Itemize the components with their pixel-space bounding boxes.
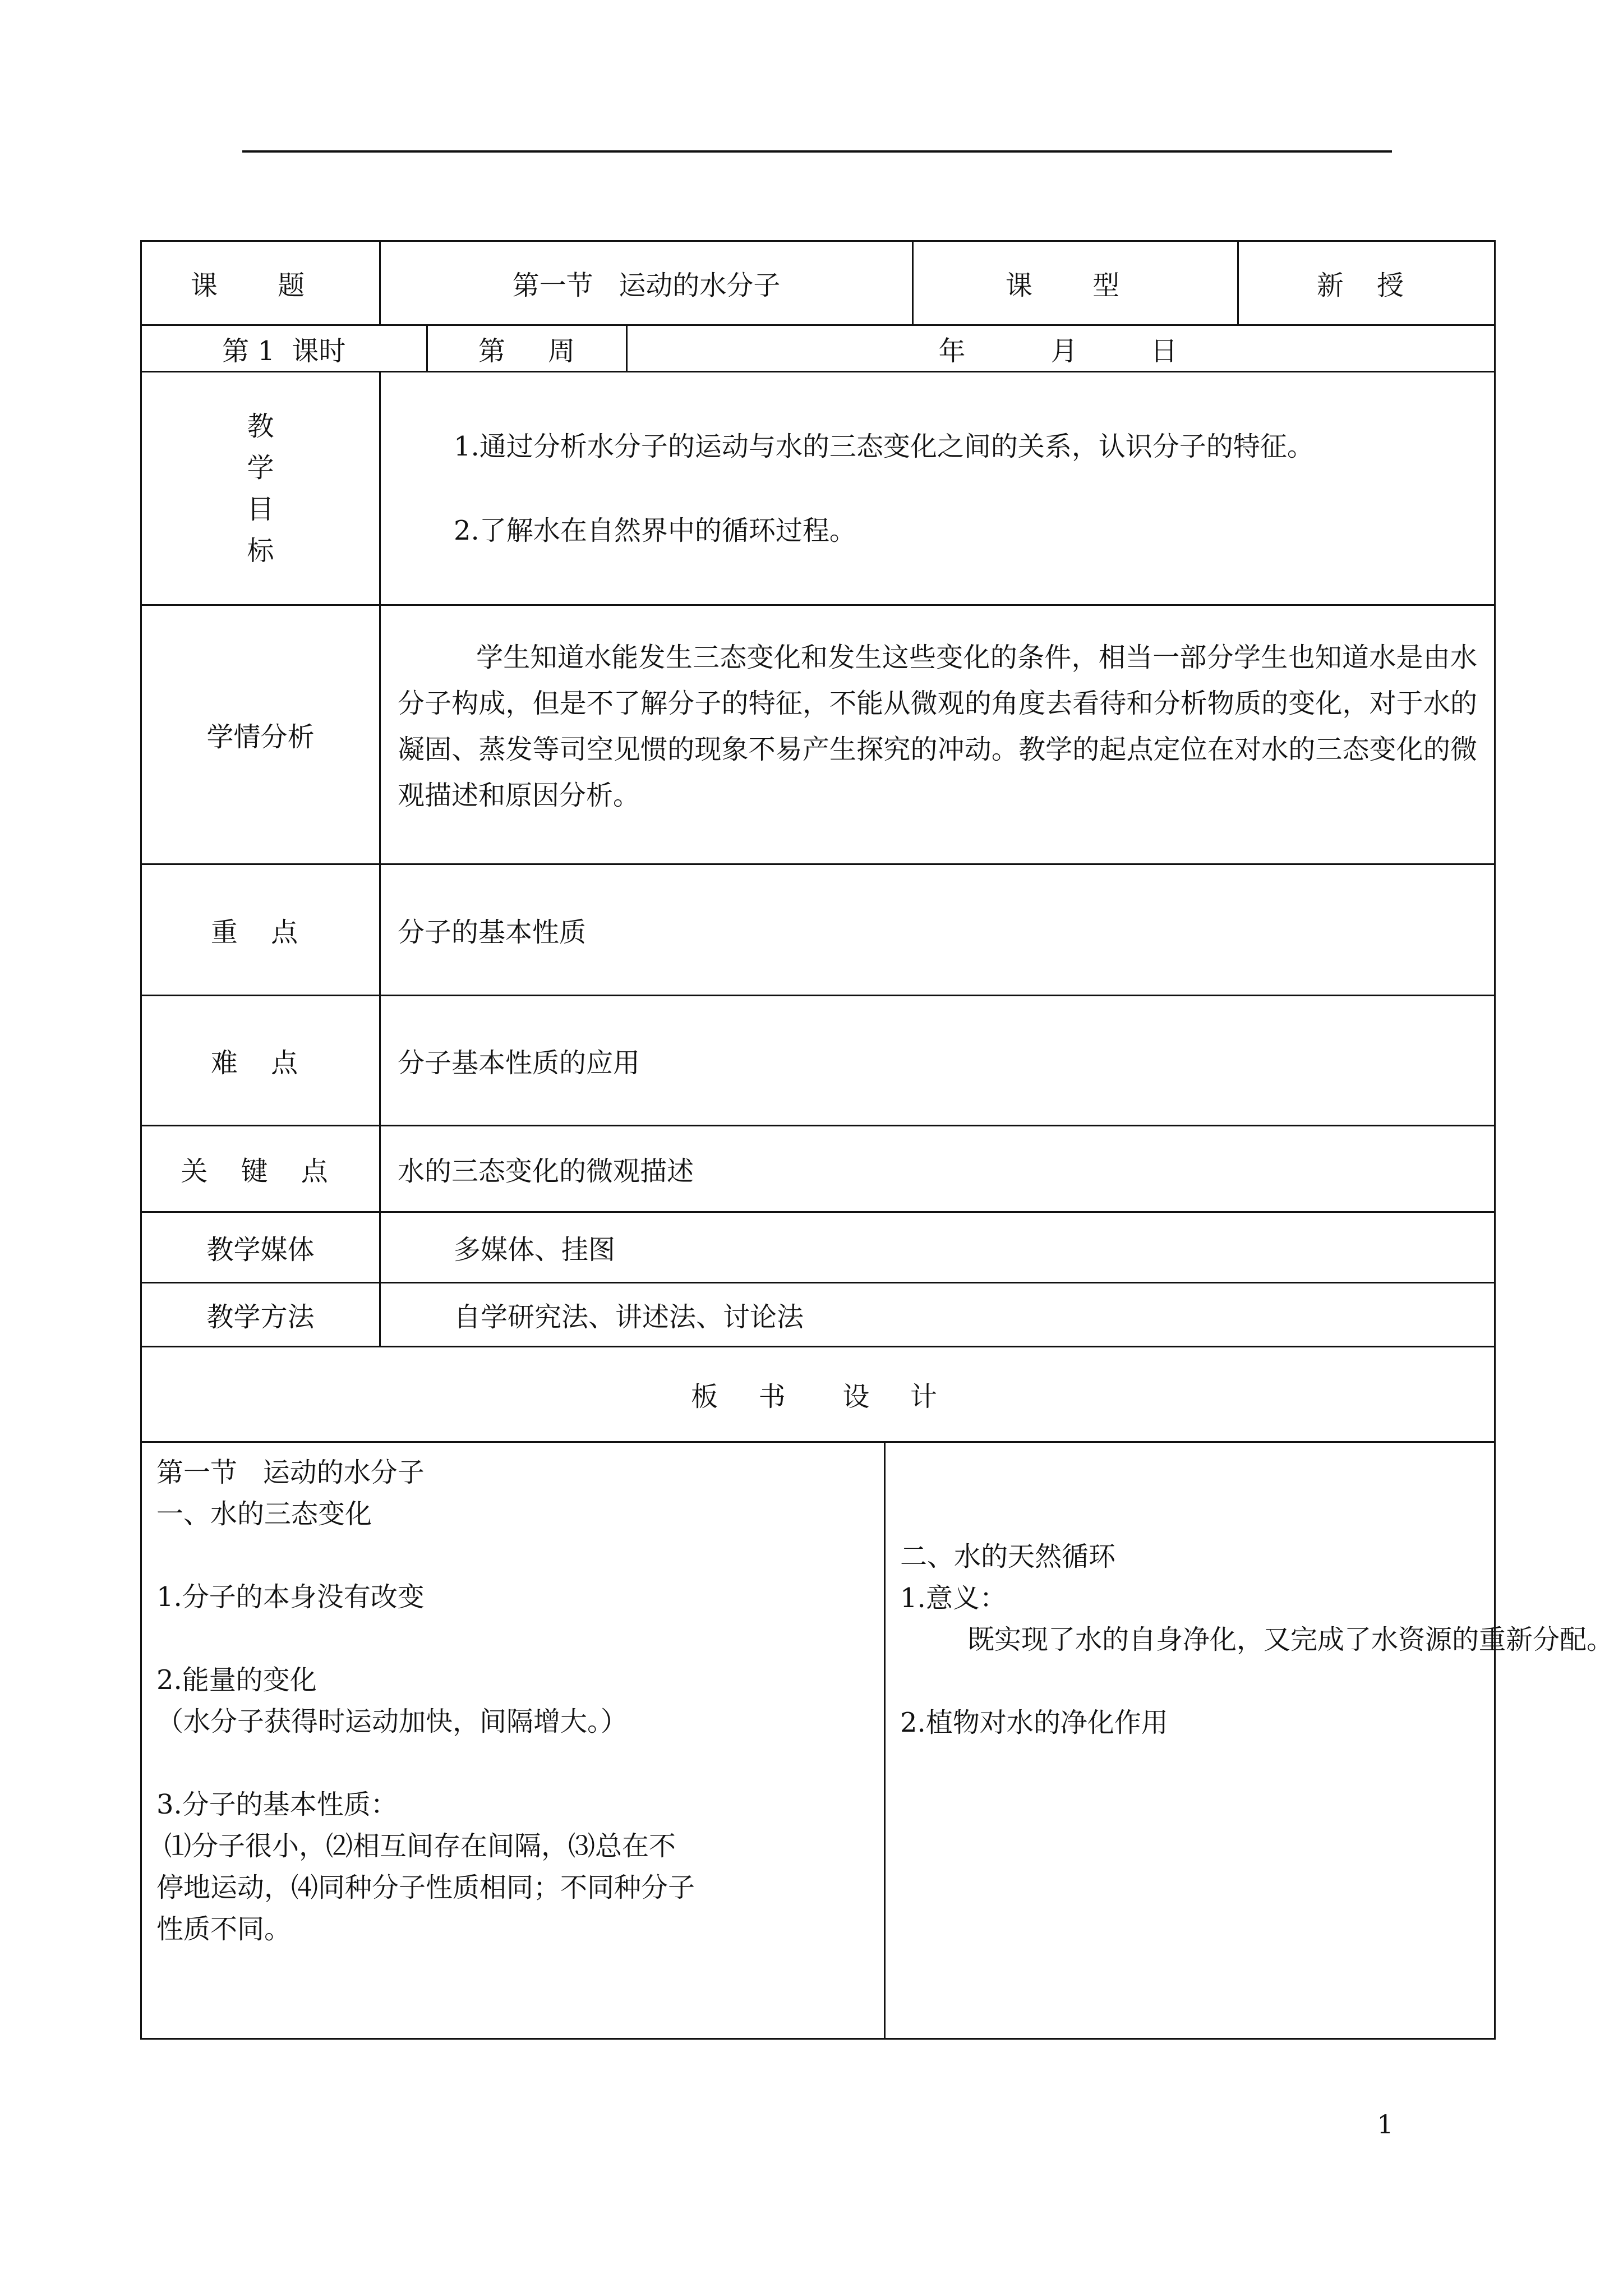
board-section-title: 二、水的天然循环 (900, 1541, 1116, 1572)
topic-row (141, 241, 1495, 325)
type-label: 课 型 (1005, 270, 1146, 301)
period-cell (141, 325, 1495, 372)
topic-value: 第一节 运动的水分子 (512, 270, 781, 301)
media-row (141, 1212, 1495, 1283)
objective-item: 1.通过分析水分子的运动与水的三态变化之间的关系，认识分子的特征。 (454, 430, 1314, 462)
type-value: 新 授 (1316, 270, 1417, 301)
period-subtable (142, 326, 1496, 371)
analysis-row (141, 605, 1495, 864)
critical-point-text: 水的三态变化的微观描述 (398, 1156, 694, 1187)
method-text: 自学研究法、讲述法、讨论法 (454, 1301, 804, 1333)
topic-label-cell (141, 241, 380, 325)
key-point-content (380, 864, 1495, 996)
board-title-cell (141, 1347, 1495, 1442)
critical-point-row (141, 1126, 1495, 1212)
media-label-cell (141, 1212, 380, 1283)
media-label: 教学媒体 (206, 1234, 315, 1266)
period-row (141, 325, 1495, 372)
method-label-cell (141, 1283, 380, 1347)
topic-label: 课 题 (190, 270, 331, 301)
difficulty-content (380, 996, 1495, 1126)
board-item-detail: 停地运动，⑷同种分子性质相同；不同种分子 (156, 1872, 695, 1903)
week: 第 周 (478, 335, 575, 367)
media-text: 多媒体、挂图 (454, 1234, 616, 1266)
analysis-content (380, 605, 1495, 864)
analysis-text: 学生知道水能发生三态变化和发生这些变化的条件，相当一部分学生也知道水是由水分子构成，但是不了解分子的特征，不能从微观的角度去看待和分析物质的变化，对于水的凝固、蒸发等司空见惯的现象不易产生探究的冲动。教学的起点定位在对水的三态变化的微观描述和原因分析。 (398, 641, 1478, 811)
objectives-label-char: 学 (247, 452, 274, 484)
difficulty-row (141, 996, 1495, 1126)
key-point-text: 分子的基本性质 (398, 917, 587, 948)
objectives-label-char: 目 (247, 493, 274, 525)
method-content (380, 1283, 1495, 1347)
method-row (141, 1283, 1495, 1347)
date-day: 日 (1150, 335, 1178, 367)
difficulty-text: 分子基本性质的应用 (398, 1047, 640, 1079)
board-item: 1.分子的本身没有改变 (156, 1581, 425, 1613)
lesson-number-cell (142, 326, 427, 371)
lesson-plan-table (140, 240, 1614, 2040)
difficulty-label-cell (141, 996, 380, 1126)
analysis-label-cell (141, 605, 380, 864)
board-item: 2.能量的变化 (156, 1664, 317, 1696)
key-point-label-cell (141, 864, 380, 996)
lesson-number: 第 1 课时 (222, 335, 346, 367)
date-cell (626, 326, 1496, 371)
type-value-cell (1238, 241, 1495, 325)
date-year: 年 (938, 335, 966, 367)
method-label: 教学方法 (206, 1301, 315, 1333)
objectives-label-cell (141, 372, 380, 605)
board-left-cell (141, 1442, 885, 2039)
board-item: 2.植物对水的净化作用 (900, 1707, 1168, 1738)
key-point-label: 重 点 (210, 917, 311, 948)
board-content-row (141, 1442, 1495, 2039)
difficulty-label: 难 点 (210, 1047, 311, 1079)
objectives-label-char: 标 (247, 535, 274, 567)
board-title-row (141, 1347, 1495, 1442)
board-title: 板 书 设 计 (691, 1381, 945, 1412)
key-point-row (141, 864, 1495, 996)
objectives-label-char: 教 (247, 410, 274, 442)
type-label-cell (913, 241, 1238, 325)
objective-item: 2.了解水在自然界中的循环过程。 (454, 514, 856, 546)
board-item-detail: ⑴分子很小，⑵相互间存在间隔，⑶总在不 (164, 1830, 676, 1862)
critical-point-label: 关 键 点 (181, 1156, 340, 1187)
board-right-cell (885, 1442, 1614, 2039)
week-cell (427, 326, 626, 371)
board-heading: 第一节 运动的水分子 (156, 1457, 425, 1488)
board-item-detail: 性质不同。 (156, 1913, 292, 1945)
analysis-label: 学情分析 (206, 721, 315, 753)
topic-value-cell (380, 241, 913, 325)
header-rule (242, 150, 1392, 153)
objectives-content (380, 372, 1495, 605)
date-month: 月 (1050, 335, 1078, 367)
board-item-detail: 既实现了水的自身净化，又完成了水资源的重新分配。 (967, 1624, 1614, 1655)
critical-point-label-cell (141, 1126, 380, 1212)
board-section-title: 一、水的三态变化 (156, 1498, 372, 1530)
page-number: 1 (1377, 2109, 1394, 2139)
critical-point-content (380, 1126, 1495, 1212)
objectives-row (141, 372, 1495, 605)
board-item: 3.分子的基本性质： (156, 1789, 398, 1820)
media-content (380, 1212, 1495, 1283)
board-item: 1.意义： (900, 1582, 1007, 1614)
board-note: （水分子获得时运动加快，间隔增大。） (156, 1706, 628, 1737)
